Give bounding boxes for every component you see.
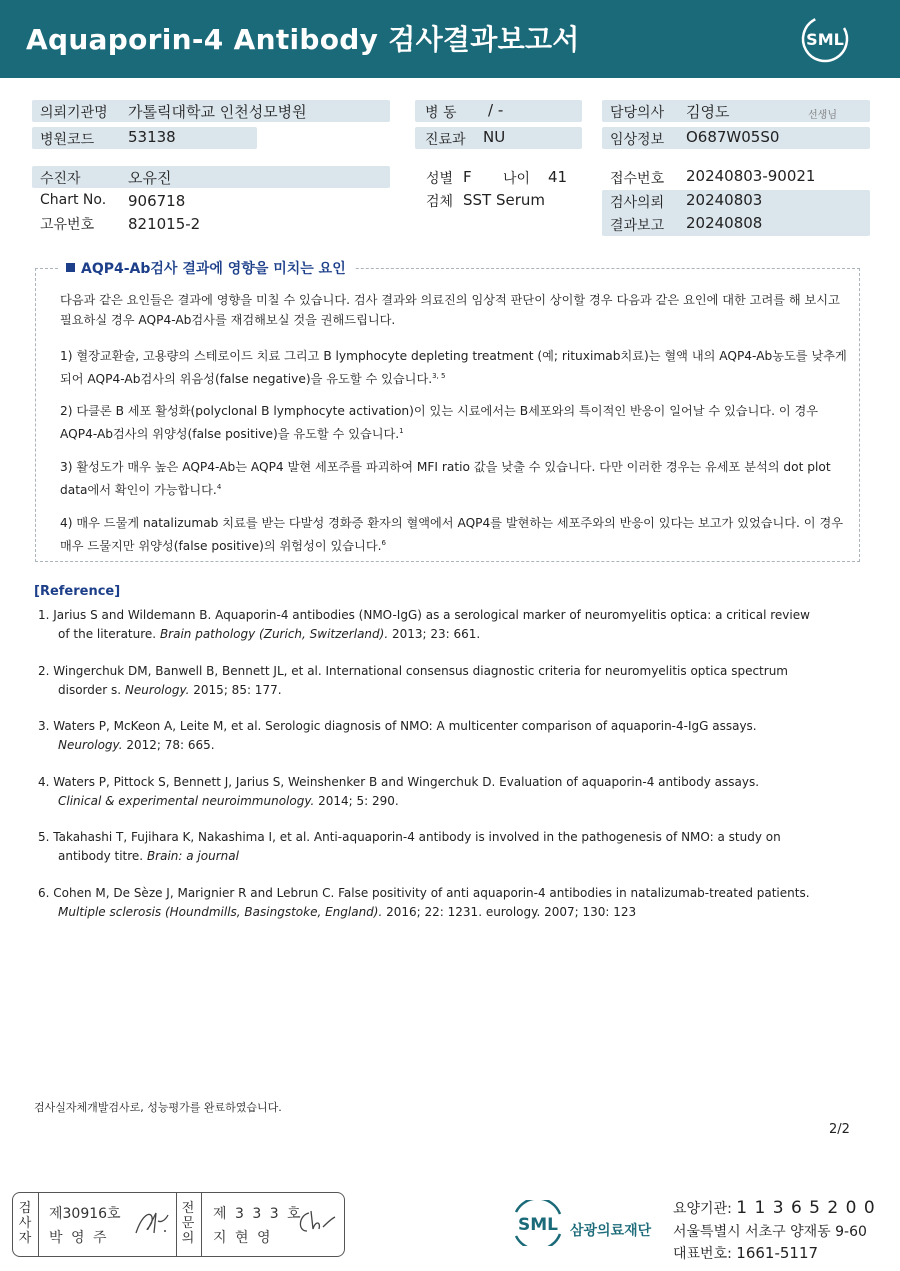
receipt-label: 접수번호: [610, 171, 665, 187]
clinical-info-value: O687W05S0: [686, 128, 780, 146]
examiner-signature-icon: [132, 1205, 172, 1241]
factor-item: 4) 매우 드물게 natalizumab 치료를 받는 다발성 경화증 환자의 혈액에서 AQP4를 발현하는 세포주와의 반응이 있다는 보고가 있었습니다. 이 경우 매우 드물지만 위양성(false positive)의 위험성이 있습니다.$^6$: [60, 516, 844, 554]
specialist-label-cell: [176, 1193, 202, 1256]
sex-value: F: [463, 168, 472, 186]
svg-text:SML: SML: [518, 1215, 558, 1235]
examinee-bar: [32, 166, 390, 188]
examiner-label-cell: [13, 1193, 39, 1256]
specimen-value: SST Serum: [463, 191, 546, 209]
specialist-no: 제 3 3 3 호: [213, 1206, 303, 1222]
specialist-name: 지 현 영: [213, 1230, 273, 1246]
signature-box: [12, 1192, 345, 1257]
reference-item: 1. Jarius S and Wildemann B. Aquaporin-4 antibodies (NMO-IgG) as a serological marker of neuromyelitis optica: a critical review of the literature. Brain pathology (Zurich, Switzerland). 2013; 23: 661.: [38, 608, 810, 641]
request-label: 검사의뢰: [610, 195, 665, 211]
department-value: NU: [483, 128, 506, 146]
specimen-label: 검체: [426, 194, 454, 210]
report-value: 20240808: [686, 214, 763, 232]
specialist-signature-icon: [293, 1205, 337, 1239]
doctor-suffix: 선생님: [808, 110, 837, 121]
age-label: 나이: [503, 171, 531, 187]
sml-logo-icon: [800, 14, 850, 64]
institution-value: 가톨릭대학교 인천성모병원: [128, 103, 307, 121]
svg-text:SML: SML: [806, 30, 844, 49]
chart-no-value: 906718: [128, 192, 186, 210]
ward-value: / -: [488, 101, 504, 119]
examiner-name: 박 영 주: [49, 1230, 109, 1246]
reference-item: 2. Wingerchuk DM, Banwell B, Bennett JL, et al. International consensus diagnostic criteria for neuromyelitis optica spectrum disorder s. Neurology. 2015; 85: 177.: [38, 664, 788, 697]
phone: 대표번호: 1661-5117: [673, 1244, 819, 1262]
factor-item: 3) 활성도가 매우 높은 AQP4-Ab는 AQP4 발현 세포주를 파괴하여 MFI ratio 값을 낮출 수 있습니다. 다만 이러한 경우는 유세포 분석의 dot plot data에서 확인이 가능합니다.$^4$: [60, 460, 831, 498]
factor-item: 2) 다클론 B 세포 활성화(polyclonal B lymphocyte activation)이 있는 시료에서는 B세포와의 특이적인 반응이 일어날 수 있습니다. 이 경우 AQP4-Ab검사의 위양성(false positive)을 유도할 수 있습니다.$^1$: [60, 404, 819, 442]
report-label: 결과보고: [610, 218, 665, 234]
report-header: [0, 0, 900, 78]
square-bullet-icon: [66, 263, 75, 272]
validation-note: 검사실자체개발검사로, 성능평가를 완료하였습니다.: [34, 1101, 282, 1114]
care-institution: 요양기관: 1 1 3 6 5 2 0 0: [673, 1198, 876, 1218]
hospital-code-value: 53138: [128, 128, 176, 146]
specialist-label: 전 문 의: [181, 1201, 195, 1246]
receipt-value: 20240803-90021: [686, 167, 816, 185]
sex-label: 성별: [426, 171, 454, 187]
examinee-value: 오유진: [128, 169, 172, 187]
address: 서울특별시 서초구 양재동 9-60: [673, 1224, 867, 1240]
factors-intro: 다음과 같은 요인들은 결과에 영향을 미칠 수 있습니다. 검사 결과와 의료진의 임상적 판단이 상이할 경우 다음과 같은 요인에 대한 고려를 해 보시고 필요하실 경우 AQP4-Ab검사를 재검해보실 것을 권해드립니다.: [60, 293, 840, 327]
doctor-value: 김영도: [686, 103, 730, 121]
doctor-label: 담당의사: [610, 105, 665, 121]
reference-item: 3. Waters P, McKeon A, Leite M, et al. Serologic diagnosis of NMO: A multicenter comparison of aquaporin-4-IgG assays. Neurology. 2012; 78: 665.: [38, 719, 757, 752]
unique-no-value: 821015-2: [128, 215, 201, 233]
examinee-label: 수진자: [40, 171, 81, 187]
factors-title-text: AQP4-Ab검사 결과에 영향을 미치는 요인: [81, 261, 346, 277]
page-number: 2/2: [829, 1122, 850, 1137]
request-value: 20240803: [686, 191, 763, 209]
chart-no-label: Chart No.: [40, 192, 107, 208]
age-value: 41: [548, 168, 568, 186]
unique-no-label: 고유번호: [40, 217, 95, 233]
specialist-cell: [201, 1193, 344, 1256]
reference-item: 5. Takahashi T, Fujihara K, Nakashima I, et al. Anti-aquaporin-4 antibody is involved in the pathogenesis of NMO: a study on antibody titre. Brain: a journal: [38, 830, 781, 863]
factors-title: [58, 258, 354, 278]
reference-item: 4. Waters P, Pittock S, Bennett J, Jarius S, Weinshenker B and Wingerchuk D. Evaluation of aquaporin-4 antibody assays. Clinical & experimental neuroimmunology. 2014; 5: 290.: [38, 775, 760, 808]
org-name: 삼광의료재단: [570, 1223, 652, 1239]
examiner-label: 검 사 자: [18, 1201, 32, 1246]
reference-item: 6. Cohen M, De Sèze J, Marignier R and Lebrun C. False positivity of anti aquaporin-4 antibodies in natalizumab-treated patients. Multiple sclerosis (Houndmills, Basingstoke, England). 2016; 22: 1231. eurology. 2007; 130: 123: [38, 886, 810, 919]
examiner-no: 제30916호: [49, 1206, 121, 1222]
report-title: Aquaporin-4 Antibody 검사결과보고서: [26, 23, 580, 56]
factor-item: 1) 혈장교환술, 고용량의 스테로이드 치료 그리고 B lymphocyte depleting treatment (예; rituximab치료)는 혈액 내의 AQP4-Ab농도를 낮추게 되어 AQP4-Ab검사의 위음성(false negative)을 유도할 수 있습니다.$^{3, 5}$: [60, 349, 847, 387]
sml-footer-logo-icon: [508, 1200, 566, 1246]
clinical-info-label: 임상정보: [610, 132, 665, 148]
institution-label: 의뢰기관명: [40, 105, 108, 121]
reference-title: [Reference]: [34, 584, 121, 599]
hospital-code-label: 병원코드: [40, 132, 95, 148]
ward-label: 병 동: [425, 105, 457, 121]
department-label: 진료과: [425, 132, 466, 148]
examiner-cell: [38, 1193, 177, 1256]
